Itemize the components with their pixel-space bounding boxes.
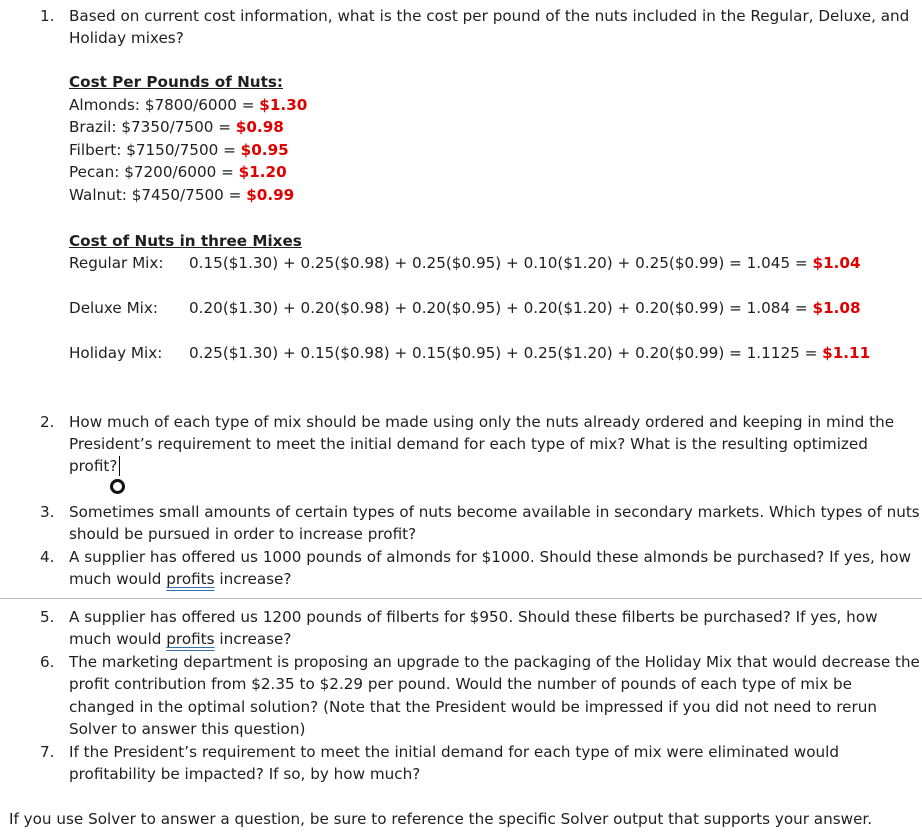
question-1-number: 1. bbox=[40, 7, 55, 25]
question-7-number: 7. bbox=[40, 743, 55, 761]
mix-value-regular: $1.04 bbox=[812, 254, 861, 272]
question-1-text-line2: Holiday mixes? bbox=[69, 29, 184, 47]
question-2-text-line3: profit? bbox=[69, 457, 118, 475]
question-3-text-line2: should be pursued in order to increase profit? bbox=[69, 525, 417, 543]
cost-value-walnut: $0.99 bbox=[246, 186, 295, 204]
pointer-circle-icon bbox=[110, 479, 125, 494]
question-3-number: 3. bbox=[40, 503, 55, 521]
question-7-text-line2: profitability be impacted? If so, by how much? bbox=[69, 765, 421, 783]
cost-value-pecan: $1.20 bbox=[238, 163, 287, 181]
question-5-profits-word[interactable]: profits bbox=[166, 630, 215, 648]
question-6-text-line2: profit contribution from $2.35 to $2.29 per pound. Would the number of pounds of each type of mix be bbox=[69, 675, 853, 693]
question-4-number: 4. bbox=[40, 548, 55, 566]
question-2-text-line1: How much of each type of mix should be made using only the nuts already ordered and keeping in mind the bbox=[69, 413, 895, 431]
cost-item-walnut: Walnut: $7450/7500 = $0.99 bbox=[69, 186, 295, 204]
question-5-number: 5. bbox=[40, 608, 55, 626]
cost-item-pecan: Pecan: $7200/6000 = $1.20 bbox=[69, 163, 287, 181]
mix-cost-heading: Cost of Nuts in three Mixes bbox=[69, 232, 302, 250]
question-2-text-line2: President’s requirement to meet the initial demand for each type of mix? What is the resulting optimized bbox=[69, 435, 868, 453]
question-4-text-line2: much would profits increase? bbox=[69, 570, 292, 588]
question-1-text-line1: Based on current cost information, what is the cost per pound of the nuts included in the Regular, Deluxe, and bbox=[69, 7, 910, 25]
mix-label-deluxe: Deluxe Mix: bbox=[69, 299, 159, 317]
footer-note: If you use Solver to answer a question, be sure to reference the specific Solver output that supports your answer. bbox=[9, 810, 873, 828]
mix-label-holiday: Holiday Mix: bbox=[69, 344, 163, 362]
question-6-text-line4: Solver to answer this question) bbox=[69, 720, 306, 738]
text-cursor bbox=[119, 456, 120, 476]
question-4-text-line1: A supplier has offered us 1000 pounds of almonds for $1000. Should these almonds be purchased? If yes, how bbox=[69, 548, 912, 566]
mix-formula-deluxe: 0.20($1.30) + 0.20($0.98) + 0.20($0.95) + 0.20($1.20) + 0.20($0.99) = 1.084 = $1.08 bbox=[189, 299, 861, 317]
mix-formula-holiday: 0.25($1.30) + 0.15($0.98) + 0.15($0.95) + 0.25($1.20) + 0.20($0.99) = 1.1125 = $1.11 bbox=[189, 344, 871, 362]
cost-value-filbert: $0.95 bbox=[240, 141, 289, 159]
question-4-profits-word[interactable]: profits bbox=[166, 570, 215, 588]
mix-value-holiday: $1.11 bbox=[822, 344, 871, 362]
cost-item-filbert: Filbert: $7150/7500 = $0.95 bbox=[69, 141, 289, 159]
question-6-number: 6. bbox=[40, 653, 55, 671]
cost-value-brazil: $0.98 bbox=[235, 118, 284, 136]
question-6-text-line1: The marketing department is proposing an upgrade to the packaging of the Holiday Mix that would decrease the bbox=[69, 653, 920, 671]
cost-per-pound-heading: Cost Per Pounds of Nuts: bbox=[69, 73, 283, 91]
mix-formula-regular: 0.15($1.30) + 0.25($0.98) + 0.25($0.95) + 0.10($1.20) + 0.25($0.99) = 1.045 = $1.04 bbox=[189, 254, 861, 272]
cost-value-almonds: $1.30 bbox=[259, 96, 308, 114]
question-2-number: 2. bbox=[40, 413, 55, 431]
cost-item-brazil: Brazil: $7350/7500 = $0.98 bbox=[69, 118, 284, 136]
question-3-text-line1: Sometimes small amounts of certain types of nuts become available in secondary markets. Which types of nuts bbox=[69, 503, 920, 521]
question-5-text-line2: much would profits increase? bbox=[69, 630, 292, 648]
page-break-divider bbox=[0, 598, 922, 599]
cost-item-almonds: Almonds: $7800/6000 = $1.30 bbox=[69, 96, 308, 114]
question-7-text-line1: If the President’s requirement to meet the initial demand for each type of mix were eliminated would bbox=[69, 743, 839, 761]
question-5-text-line1: A supplier has offered us 1200 pounds of filberts for $950. Should these filberts be purchased? If yes, how bbox=[69, 608, 878, 626]
question-6-text-line3: changed in the optimal solution? (Note that the President would be impressed if you did not need to rerun bbox=[69, 698, 878, 716]
mix-value-deluxe: $1.08 bbox=[812, 299, 861, 317]
mix-label-regular: Regular Mix: bbox=[69, 254, 164, 272]
